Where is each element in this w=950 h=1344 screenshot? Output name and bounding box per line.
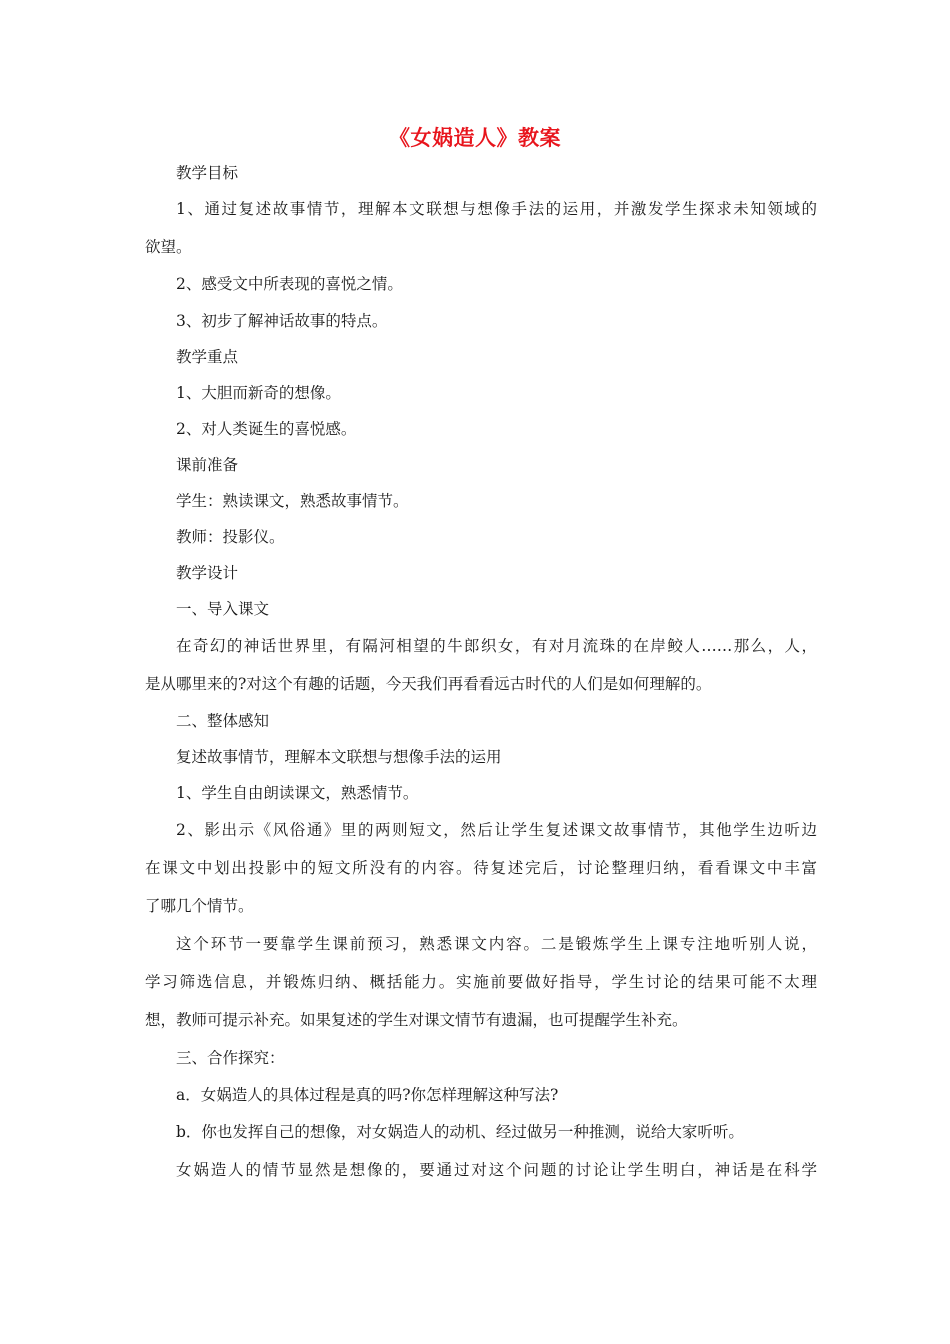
paragraph-line: a．女娲造人的具体过程是真的吗?你怎样理解这种写法? [176, 1086, 559, 1104]
section-heading-preparation: 课前准备 [176, 456, 239, 474]
section-heading-design: 教学设计 [176, 564, 239, 582]
paragraph-line: 2、感受文中所表现的喜悦之情。 [176, 275, 403, 293]
paragraph-line: 想，教师可提示补充。如果复述的学生对课文情节有遗漏，也可提醒学生补充。 [145, 1011, 688, 1029]
paragraph-line: 2、影出示《风俗通》里的两则短文，然后让学生复述课文故事情节，其他学生边听边 [176, 821, 817, 839]
paragraph-line: 欲望。 [145, 238, 192, 256]
paragraph-line: 这个环节一要靠学生课前预习，熟悉课文内容。二是锻炼学生上课专注地听别人说， [176, 935, 817, 953]
subsection-heading: 三、合作探究： [176, 1049, 285, 1067]
paragraph-line: 在奇幻的神话世界里，有隔河相望的牛郎织女，有对月流珠的在岸鲛人……那么，人， [176, 637, 817, 655]
paragraph-line: 教师：投影仪。 [176, 528, 285, 546]
section-heading-focus: 教学重点 [176, 348, 239, 366]
subsection-heading: 二、整体感知 [176, 712, 270, 730]
document-title: 《女娲造人》教案 [389, 126, 561, 150]
paragraph-line: 学生：熟读课文，熟悉故事情节。 [176, 492, 409, 510]
paragraph-line: 了哪几个情节。 [145, 897, 254, 915]
paragraph-line: 1、学生自由朗读课文，熟悉情节。 [176, 784, 419, 802]
paragraph-line: 女娲造人的情节显然是想像的，要通过对这个问题的讨论让学生明白，神话是在科学 [176, 1161, 817, 1179]
paragraph-line: 复述故事情节，理解本文联想与想像手法的运用 [176, 748, 502, 766]
subsection-heading: 一、导入课文 [176, 600, 270, 618]
paragraph-line: 1、通过复述故事情节，理解本文联想与想像手法的运用，并激发学生探求未知领域的 [176, 200, 817, 218]
paragraph-line: 2、对人类诞生的喜悦感。 [176, 420, 357, 438]
paragraph-line: 学习筛选信息，并锻炼归纳、概括能力。实施前要做好指导，学生讨论的结果可能不太理 [145, 973, 817, 991]
paragraph-line: 是从哪里来的?对这个有趣的话题，今天我们再看看远古时代的人们是如何理解的。 [145, 675, 712, 693]
paragraph-line: 3、初步了解神话故事的特点。 [176, 312, 388, 330]
paragraph-line: 1、大胆而新奇的想像。 [176, 384, 341, 402]
paragraph-line: 在课文中划出投影中的短文所没有的内容。待复述完后，讨论整理归纳，看看课文中丰富 [145, 859, 817, 877]
section-heading-goals: 教学目标 [176, 164, 239, 182]
paragraph-line: b．你也发挥自己的想像，对女娲造人的动机、经过做另一种推测，说给大家听听。 [176, 1123, 744, 1141]
